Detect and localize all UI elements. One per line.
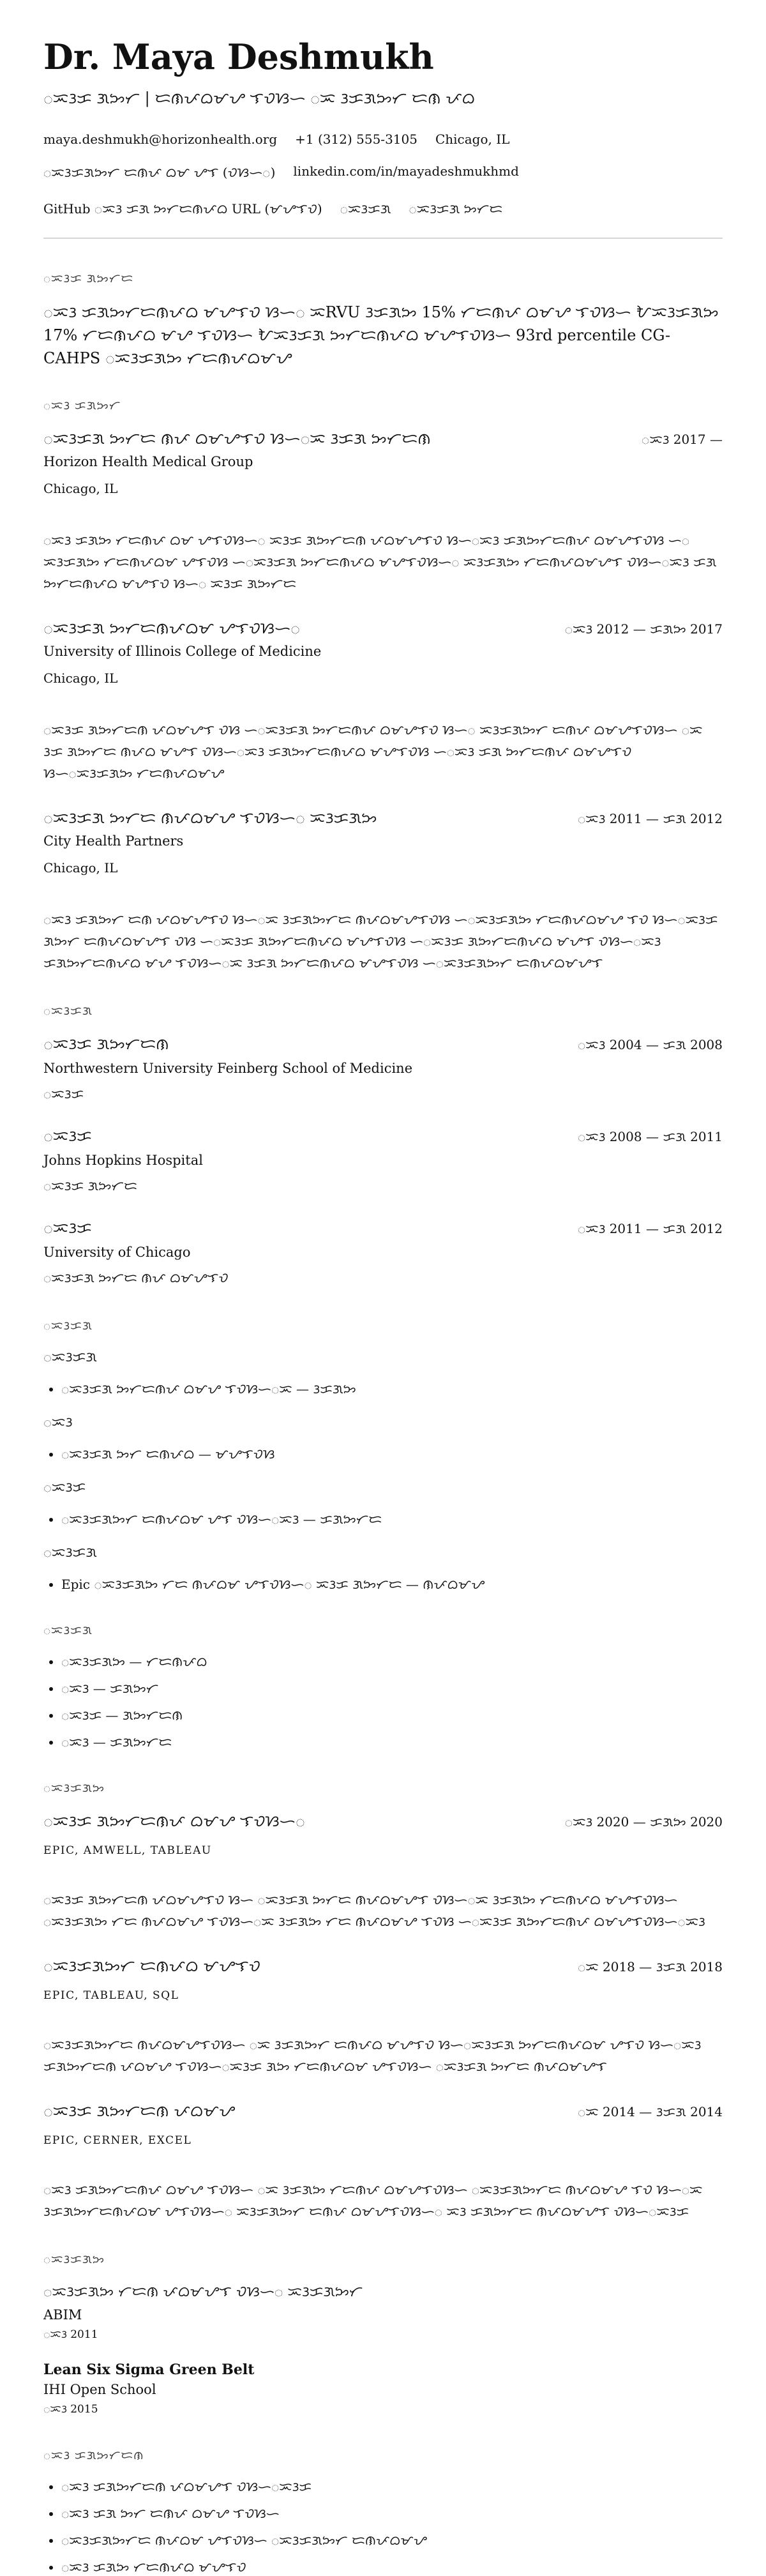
skill-item: • ᜀᜁᜂᜃᜄ ᜅᜆᜇᜈᜉ ᜊᜋᜌ ᜎᜏᜐᜑᜀᜁ — ᜂᜃᜄᜅ [61,1380,723,1398]
school-name: University of Chicago [43,1245,191,1261]
email-link[interactable]: maya.deshmukh@horizonhealth.org [43,132,278,148]
project-dates: ᜀᜁ 2014 — ᜂᜃᜄ 2014 [578,2104,723,2120]
degree-title: ᜀᜁᜂᜃ ᜄᜅᜆᜇᜈ [43,1035,169,1054]
location-text: Chicago, IL [435,132,510,148]
contact-row-2 [43,163,723,183]
skill-group [43,1478,723,1528]
project-description: ᜀᜁᜂ ᜃᜄᜅᜆᜇᜈᜉ ᜊᜋᜌ ᜎᜏᜐᜑ ᜀᜁ ᜂᜃᜄᜅ ᜆᜇᜈᜉ ᜊᜋᜌᜎᜏᜐᜑ ᜀᜁᜂᜃᜄᜅᜆᜇ ᜈᜉᜊᜋᜌ ᜎᜏ ᜐᜑᜀᜁ ᜂᜃᜄᜅᜆᜇᜈᜉᜊᜋ ᜌᜎᜏᜐᜑᜀ ᜁᜂᜃᜄᜅᜆ ᜇᜈᜉ ᜊᜋᜌᜎᜏᜐᜑᜀ ᜁᜂ ᜃᜄᜅᜆᜇ ᜈᜉᜊᜋᜌᜎ ᜏᜐᜑᜀᜁᜂᜃ [43,2182,703,2220]
interest-item: • ᜀᜁᜂ ᜃᜄᜅᜆᜇᜈ ᜉᜊᜋᜌᜎ ᜏᜐᜑᜀᜁᜂᜃ [61,2478,723,2496]
job-title: ᜀᜁᜂᜃᜄ ᜅᜆᜇ ᜈᜉᜊᜋᜌ ᜎᜏᜐᜑᜀ ᜁᜂᜃᜄᜅ [43,809,377,828]
experience-entry [43,807,723,974]
certification-entry [43,2282,723,2344]
skill-group-title: ᜀᜁᜂᜃᜄ [43,1349,97,1365]
experience-heading: ᜀᜁᜂ ᜃᜄᜅᜆ [43,399,121,413]
education-note: ᜀᜁᜂᜃᜄ ᜅᜆᜇ ᜈᜉ ᜊᜋᜌᜎᜏ [43,1270,229,1286]
job-dates: ᜀᜁᜂ 2011 — ᜃᜄ 2012 [578,811,723,827]
education-heading: ᜀᜁᜂᜃᜄ [43,1004,93,1019]
experience-entry [43,617,723,784]
certification-entry [43,2361,723,2418]
interests-list [43,2478,723,2576]
degree-title: ᜀᜁᜂᜃ [43,1127,92,1146]
experience-entry [43,428,723,595]
school-name: Johns Hopkins Hospital [43,1153,203,1169]
education-dates: ᜀᜁᜂ 2011 — ᜃᜄ 2012 [578,1221,723,1237]
job-location: Chicago, IL [43,671,118,686]
project-entry [43,2100,723,2222]
skill-group-title: ᜀᜁᜂ [43,1414,73,1430]
skills-heading: ᜀᜁᜂᜃᜄ [43,1319,93,1333]
education-entry [43,1033,723,1105]
certification-issuer: ABIM [43,2307,82,2323]
candidate-name: Dr. Maya Deshmukh [43,36,434,77]
education-dates: ᜀᜁᜂ 2008 — ᜃᜄ 2011 [578,1129,723,1145]
language-item: • ᜀᜁᜂ — ᜃᜄᜅᜆ [61,1679,723,1697]
certification-name: Lean Six Sigma Green Belt [43,2361,255,2379]
linkedin-link[interactable]: linkedin.com/in/mayadeshmukhmd [293,163,519,179]
job-location: Chicago, IL [43,481,118,497]
projects-heading: ᜀᜁᜂᜃᜄᜅ [43,1782,105,1796]
job-description: ᜀᜁᜂ ᜃᜄᜅᜆ ᜇᜈ ᜉᜊᜋᜌᜎᜏ ᜐᜑᜀᜁ ᜂᜃᜄᜅᜆᜇ ᜈᜉᜊᜋᜌᜎᜏᜐ ᜑᜀᜁᜂᜃᜄᜅ ᜆᜇᜈᜉᜊᜋᜌ ᜎᜏ ᜐᜑᜀᜁᜂᜃ ᜄᜅᜆ ᜇᜈᜉᜊᜋᜌᜎ ᜏᜐ ᜑᜀᜁᜂᜃ ᜄᜅᜆᜇᜈᜉᜊ ᜋᜌᜎᜏᜐ ᜑᜀᜁᜂᜃ ᜄᜅᜆᜇᜈᜉᜊ ᜋᜌᜎ ᜏᜐᜑᜀᜁᜂ ᜃᜄᜅᜆᜇᜈᜉᜊ ᜋᜌ ᜎᜏᜐᜑᜀᜁ ᜂᜃᜄ ᜅᜆᜇᜈᜉᜊ ᜋᜌᜎᜏᜐ ᜑᜀᜁᜂᜃᜄᜅᜆ ᜇᜈᜉᜊᜋᜌᜎ [43,912,718,971]
project-tech: EPIC, CERNER, EXCEL [43,2134,192,2148]
github-link[interactable]: GitHub ᜀᜁᜂ ᜃᜄ ᜅᜆᜇᜈᜉᜊ URL (ᜋᜌᜎᜏ) [43,201,322,217]
skill-group-title: ᜀᜁᜂᜃᜄ [43,1545,97,1561]
certifications-heading: ᜀᜁᜂᜃᜄᜅ [43,2253,105,2267]
skill-group [43,1348,723,1398]
interest-item: • ᜀᜁᜂᜃᜄᜅᜆᜇ ᜈᜉᜊᜋ ᜌᜎᜏᜐᜑ ᜀᜁᜂᜃᜄᜅᜆ ᜇᜈᜉᜊᜋᜌ [61,2531,723,2549]
interests-heading: ᜀᜁᜂ ᜃᜄᜅᜆᜇᜈ [43,2449,144,2463]
degree-title: ᜀᜁᜂᜃ [43,1219,92,1238]
languages-list [43,1653,723,1751]
skill-group [43,1413,723,1463]
job-dates: ᜀᜁᜂ 2012 — ᜃᜄᜅ 2017 [564,621,723,637]
job-description: ᜀᜁᜂᜃ ᜄᜅᜆᜇᜈ ᜉᜊᜋᜌᜎ ᜏᜐ ᜑᜀᜁᜂᜃᜄ ᜅᜆᜇᜈᜉ ᜊᜋᜌᜎᜏ ᜐᜑᜀ ᜁᜂᜃᜄᜅᜆ ᜇᜈᜉ ᜊᜋᜌᜎᜏᜐᜑ ᜀᜁ ᜂᜃ ᜄᜅᜆᜇ ᜈᜉᜊ ᜋᜌᜎ ᜏᜐᜑᜀᜁᜂ ᜃᜄᜅᜆᜇᜈᜉᜊ ᜋᜌᜎᜏᜐ ᜑᜀᜁᜂ ᜃᜄ ᜅᜆᜇᜈᜉ ᜊᜋᜌᜎᜏ ᜐᜑᜀᜁᜂᜃᜄᜅ ᜆᜇᜈᜉᜊᜋᜌ [43,722,703,782]
skill-item: • ᜀᜁᜂᜃᜄ ᜅᜆ ᜇᜈᜉᜊ — ᜋᜌᜎᜏᜐ [61,1445,723,1463]
certification-issuer: IHI Open School [43,2382,156,2398]
job-title: ᜀᜁᜂᜃᜄ ᜅᜆᜇ ᜈᜉ ᜊᜋᜌᜎᜏ ᜐᜑᜀᜁ ᜂᜃᜄ ᜅᜆᜇᜈ [43,430,431,448]
certification-name: ᜀᜁᜂᜃᜄᜅ ᜆᜇᜈ ᜉᜊᜋᜌᜎ ᜏᜐᜑᜀ ᜁᜂᜃᜄᜅᜆ [43,2284,363,2301]
language-item: • ᜀᜁᜂᜃ — ᜄᜅᜆᜇᜈ [61,1706,723,1724]
skill-item: • ᜀᜁᜂᜃᜄᜅᜆ ᜇᜈᜉᜊᜋ ᜌᜎ ᜏᜐᜑᜀᜁᜂ — ᜃᜄᜅᜆᜇ [61,1510,723,1528]
project-dates: ᜀᜁᜂ 2020 — ᜃᜄᜅ 2020 [564,1814,723,1830]
job-organization: City Health Partners [43,833,184,849]
education-note: ᜀᜁᜂᜃ ᜄᜅᜆᜇ [43,1178,137,1194]
phone-link[interactable]: +1 (312) 555-3105 [295,132,417,148]
project-description: ᜀᜁᜂᜃᜄᜅᜆᜇ ᜈᜉᜊᜋᜌᜎᜏᜐᜑ ᜀᜁ ᜂᜃᜄᜅᜆ ᜇᜈᜉᜊ ᜋᜌᜎᜏ ᜐᜑᜀᜁᜂᜃᜄ ᜅᜆᜇᜈᜉᜊᜋ ᜌᜎᜏ ᜐᜑᜀᜁᜂ ᜃᜄᜅᜆᜇᜈ ᜉᜊᜋᜌ ᜎᜏᜐᜑᜀᜁᜂᜃ ᜄᜅ ᜆᜇᜈᜉᜊᜋ ᜌᜎᜏᜐᜑ ᜀᜁᜂᜃᜄ ᜅᜆᜇ ᜈᜉᜊᜋᜌᜎ [43,2037,702,2075]
project-name: ᜀᜁᜂᜃᜄᜅᜆ ᜇᜈᜉᜊ ᜋᜌᜎᜏ [43,1957,260,1976]
interest-item: • ᜀᜁᜂ ᜃᜄ ᜅᜆ ᜇᜈᜉ ᜊᜋᜌ ᜎᜏᜐᜑ [61,2504,723,2522]
headline: ᜀᜁᜂᜃ ᜄᜅᜆ | ᜇᜈᜉᜊᜋᜌ ᜎᜏᜐᜑ ᜀᜁ ᜂᜃᜄᜅᜆ ᜇᜈ ᜉᜊ [43,89,476,108]
project-entry [43,1810,723,1932]
summary-heading: ᜀᜁᜂᜃ ᜄᜅᜆᜇ [43,272,134,286]
job-organization: Horizon Health Medical Group [43,454,253,470]
job-organization: University of Illinois College of Medicine [43,644,322,660]
education-entry [43,1125,723,1197]
project-tech: EPIC, AMWELL, TABLEAU [43,1844,212,1858]
language-item: • ᜀᜁᜂᜃᜄᜅ — ᜆᜇᜈᜉᜊ [61,1653,723,1671]
job-dates: ᜀᜁᜂ 2017 — [642,432,723,448]
languages-heading: ᜀᜁᜂᜃᜄ [43,1624,93,1638]
extra-link-2[interactable]: ᜀᜁᜂᜃᜄ ᜅᜆᜇ [409,201,503,217]
project-name: ᜀᜁᜂᜃ ᜄᜅᜆᜇᜈᜉ ᜊᜋᜌ ᜎᜏᜐᜑᜀ [43,1812,305,1831]
extra-link-1[interactable]: ᜀᜁᜂᜃᜄ [340,201,391,217]
contact-row-1 [43,132,723,147]
language-item: • ᜀᜁᜂ — ᜃᜄᜅᜆᜇ [61,1733,723,1751]
school-name: Northwestern University Feinberg School of Medicine [43,1061,413,1077]
project-description: ᜀᜁᜂᜃ ᜄᜅᜆᜇᜈ ᜉᜊᜋᜌᜎᜏ ᜐᜑ ᜀᜁᜂᜃᜄ ᜅᜆᜇ ᜈᜉᜊᜋᜌᜎ ᜏᜐᜑᜀᜁ ᜂᜃᜄᜅ ᜆᜇᜈᜉᜊ ᜋᜌᜎᜏᜐᜑ ᜀᜁᜂᜃᜄᜅ ᜆᜇ ᜈᜉᜊᜋᜌ ᜎᜏᜐᜑᜀᜁ ᜂᜃᜄᜅ ᜆᜇ ᜈᜉᜊᜋᜌ ᜎᜏᜐ ᜑᜀᜁᜂᜃ ᜄᜅᜆᜇᜈᜉ ᜊᜋᜌᜎᜏᜐᜑᜀᜁᜂ [43,1892,705,1930]
skill-group-title: ᜀᜁᜂᜃ [43,1480,86,1496]
project-dates: ᜀᜁ 2018 — ᜂᜃᜄ 2018 [578,1959,723,1975]
certification-date: ᜀᜁᜂ 2011 [43,2328,98,2342]
summary-text: ᜀᜁᜂ ᜃᜄᜅᜆᜇᜈᜉᜊ ᜋᜌᜎᜏ ᜐᜑᜀ ᜁRVU ᜂᜃᜄᜅ 15% ᜆᜇᜈᜉ ᜊᜋᜌ ᜎᜏᜐᜑ ᜀᜁᜂᜃᜄᜅ 17% ᜆᜇᜈᜉᜊ ᜋᜌ ᜎᜏᜐᜑ ᜀᜁᜂᜃᜄ ᜅᜆᜇᜈᜉᜊ ᜋᜌᜎᜏᜐᜑ 93rd percentile CG-CAHPS ᜀᜁᜂᜃᜄᜅ ᜆᜇᜈᜉᜊᜋᜌ [43,303,719,368]
header-divider [43,238,723,239]
skill-group [43,1543,723,1593]
job-location: Chicago, IL [43,860,118,876]
education-note: ᜀᜁᜂᜃ [43,1086,84,1102]
project-entry [43,1955,723,2077]
project-tech: EPIC, TABLEAU, SQL [43,1989,179,2003]
contact-row-3 [43,200,723,220]
job-description: ᜀᜁᜂ ᜃᜄᜅ ᜆᜇᜈᜉ ᜊᜋ ᜌᜎᜏᜐᜑᜀ ᜁᜂᜃ ᜄᜅᜆᜇᜈ ᜉᜊᜋᜌᜎᜏ ᜐᜑᜀᜁᜂ ᜃᜄᜅᜆᜇᜈᜉ ᜊᜋᜌᜎᜏᜐ ᜑᜀ ᜁᜂᜃᜄᜅ ᜆᜇᜈᜉᜊᜋ ᜌᜎᜏᜐ ᜑᜀᜁᜂᜃᜄ ᜅᜆᜇᜈᜉᜊ ᜋᜌᜎᜏᜐᜑᜀ ᜁᜂᜃᜄᜅ ᜆᜇᜈᜉᜊᜋᜌᜎ ᜏᜐᜑᜀᜁᜂ ᜃᜄ ᜅᜆᜇᜈᜉᜊ ᜋᜌᜎᜏ ᜐᜑᜀ ᜁᜂᜃ ᜄᜅᜆᜇ [43,533,717,592]
education-dates: ᜀᜁᜂ 2004 — ᜃᜄ 2008 [578,1037,723,1053]
job-title: ᜀᜁᜂᜃᜄ ᜅᜆᜇᜈᜉᜊᜋ ᜌᜎᜏᜐᜑᜀ [43,619,301,638]
skill-item: • Epic ᜀᜁᜂᜃᜄᜅ ᜆᜇ ᜈᜉᜊᜋ ᜌᜎᜏᜐᜑᜀ ᜁᜂᜃ ᜄᜅᜆᜇ — ᜈᜉᜊᜋᜌ [61,1575,723,1593]
certification-date: ᜀᜁᜂ 2015 [43,2403,98,2416]
interest-item: • ᜀᜁᜂ ᜃᜄᜅ ᜆᜇᜈᜉᜊ ᜋᜌᜎᜏ [61,2558,723,2576]
project-name: ᜀᜁᜂᜃ ᜄᜅᜆᜇᜈ ᜉᜊᜋᜌ [43,2102,235,2121]
portfolio-link[interactable]: ᜀᜁᜂᜃᜄᜅᜆ ᜇᜈᜉ ᜊᜋ ᜌᜎ (ᜏᜐᜑᜀ) [43,165,276,181]
education-entry [43,1217,723,1289]
